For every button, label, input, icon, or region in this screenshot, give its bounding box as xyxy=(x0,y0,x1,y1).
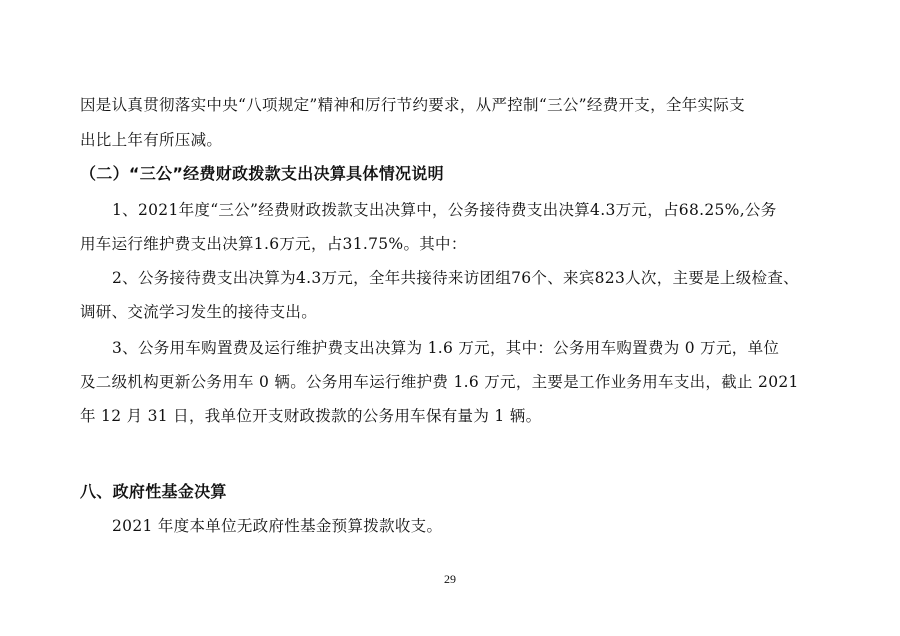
section-2-heading: （二）“三公”经费财政拨款支出决算具体情况说明 xyxy=(80,164,444,183)
section-8-body: 2021 年度本单位无政府性基金预算拨款收支。 xyxy=(112,517,443,535)
page-number: 29 xyxy=(444,572,456,586)
intro-paragraph-line-1: 因是认真贯彻落实中央“八项规定”精神和厉行节约要求，从严控制“三公”经费开支，全年实际支 xyxy=(80,96,745,114)
item-2-line-2: 调研、交流学习发生的接待支出。 xyxy=(80,303,318,321)
section-8-heading: 八、政府性基金决算 xyxy=(80,482,227,501)
item-3-line-2: 及二级机构更新公务用车 0 辆。公务用车运行维护费 1.6 万元，主要是工作业务用车支出，截止 2021 xyxy=(80,373,799,391)
item-1-line-2: 用车运行维护费支出决算1.6万元，占31.75%。其中： xyxy=(80,235,467,253)
item-3-line-3: 年 12 月 31 日，我单位开支财政拨款的公务用车保有量为 1 辆。 xyxy=(80,407,542,425)
item-1-line-1: 1、2021年度“三公”经费财政拨款支出决算中，公务接待费支出决算4.3万元，占68.25%,公务 xyxy=(112,201,777,219)
intro-paragraph-line-2: 出比上年有所压减。 xyxy=(80,131,223,149)
item-3-line-1: 3、公务用车购置费及运行维护费支出决算为 1.6 万元，其中：公务用车购置费为 0 万元，单位 xyxy=(112,339,780,357)
item-2-line-1: 2、公务接待费支出决算为4.3万元，全年共接待来访团组76个、来宾823人次，主要是上级检查、 xyxy=(112,269,799,287)
